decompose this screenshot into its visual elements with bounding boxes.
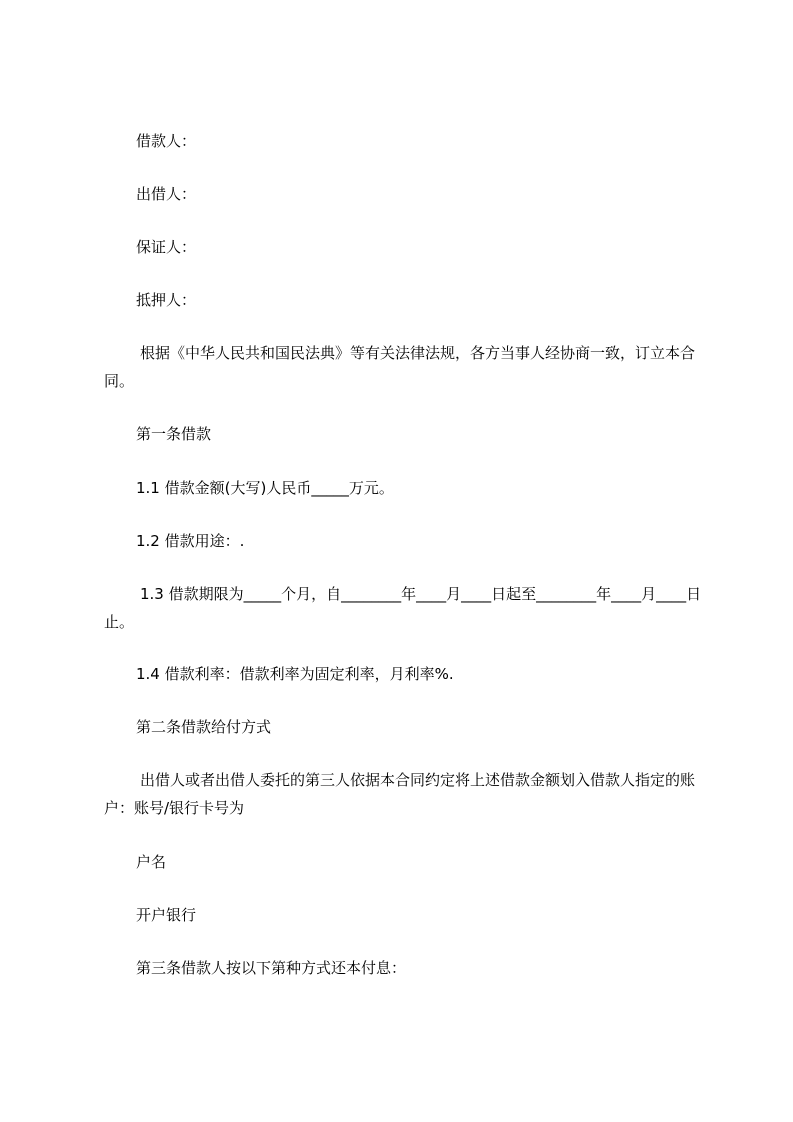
article-2-heading: 第二条借款给付方式 <box>136 718 272 736</box>
article-2-body: 出借人或者出借人委托的第三人依据本合同约定将上述借款金额划入借款人指定的账户：账号/银行卡号为 <box>104 771 696 817</box>
item-1-4: 1.4 借款利率：借款利率为固定利率，月利率%. <box>136 665 454 683</box>
item-1-2: 1.2 借款用途：. <box>136 532 245 550</box>
item-1-3: 1.3 借款期限为_____个月，自________年____月____日起至________年____月____日止。 <box>104 585 702 631</box>
mortgagor-label: 抵押人： <box>136 291 197 309</box>
intro-paragraph: 根据《中华人民共和国民法典》等有关法律法规，各方当事人经协商一致，订立本合同。 <box>104 344 696 390</box>
borrower-label: 借款人： <box>136 132 197 150</box>
article-3-heading: 第三条借款人按以下第种方式还本付息： <box>136 959 407 977</box>
guarantor-label: 保证人： <box>136 238 197 256</box>
lender-label: 出借人： <box>136 185 197 203</box>
account-name-label: 户名 <box>136 853 167 871</box>
bank-label: 开户银行 <box>136 906 197 924</box>
article-1-heading: 第一条借款 <box>136 425 212 443</box>
item-1-1: 1.1 借款金额(大写)人民币_____万元。 <box>136 479 394 497</box>
